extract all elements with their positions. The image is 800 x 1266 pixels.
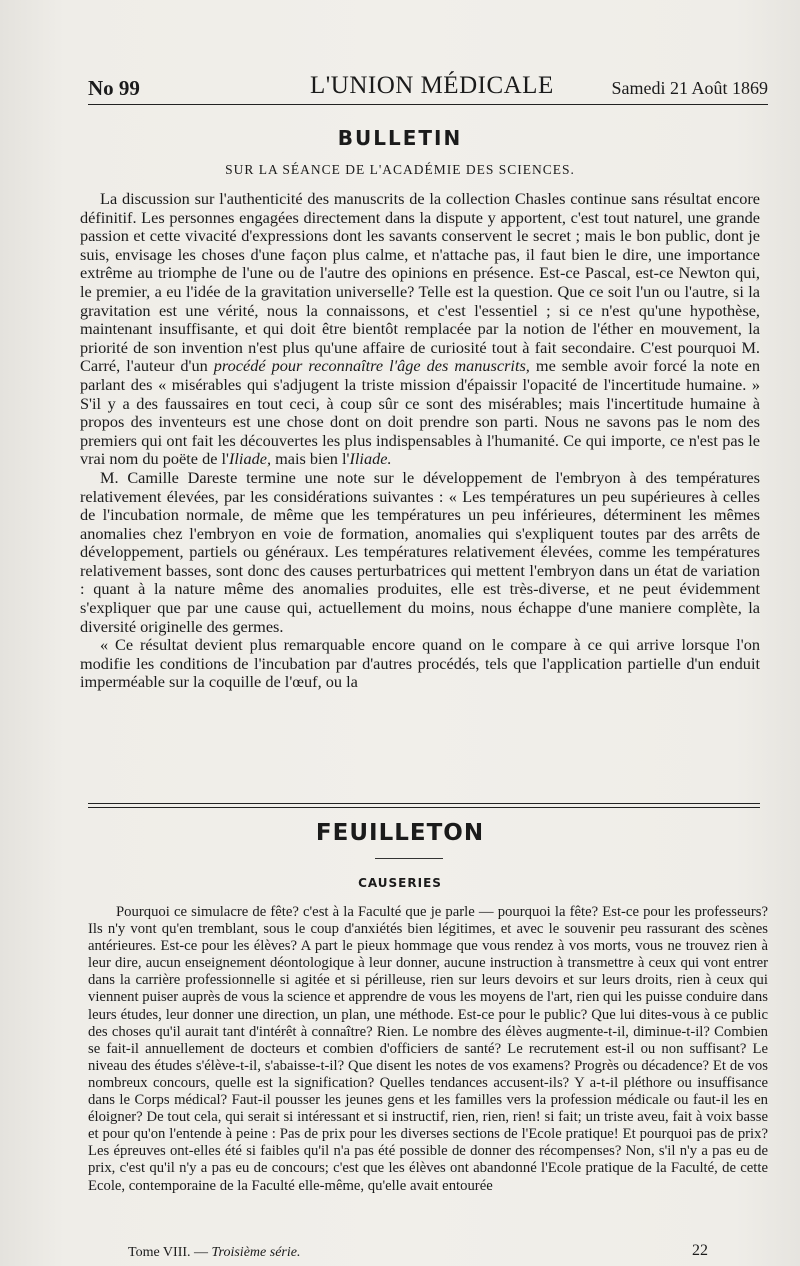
- feuilleton-subheading: CAUSERIES: [358, 876, 442, 890]
- page-number: 22: [692, 1242, 708, 1259]
- bulletin-paragraph-2: M. Camille Dareste termine une note sur le développement de l'embryon à des températures relativement élevées, par les considérations suivantes : « Les températures un peu supérieures à celles de l'incubation normale, de même que les températures un peu inférieures, déterminent les mêmes anomalies chez l'embryon en voie de formation, anomalies qui s'expliquent toutes par des arrêts de développement, partiels ou généraux. Les températures relativement élevées, comme les températures relativement basses, sont donc des causes perturbatrices qui mettent l'embryon dans un état de variation : quant à la nature même des anomalies produites, elle est très-diverse, et ne peut évidemment s'expliquer que par une cause qui, actuellement du moins, nous échappe d'une maniere complète, la diversité originelle des germes.: [80, 467, 760, 636]
- bulletin-p1-emphasis-2: Iliade,: [228, 449, 272, 469]
- bulletin-paragraph-1: [80, 190, 760, 469]
- bulletin-article: [80, 190, 760, 692]
- volume-info: [128, 1245, 300, 1261]
- feuilleton-article: [88, 904, 768, 1195]
- journal-title: L'UNION MÉDICALE: [310, 72, 554, 99]
- bulletin-p1-text-a: La discussion sur l'authenticité des manuscrits de la collection Chasles continue sans résultat encore définitif. Les personnes engagées directement dans la dispute y apportent, c'est tout naturel, une grande passion et cette vivacité d'expressions dont les savants conservent le secret ; mais le bon public, dont je suis, envisage les choses d'une façon plus calme, et n'attache pas, il faut bien le dire, une importance extrême au triomphe de l'une ou de l'autre des opinions en présence. Est-ce Pascal, est-ce Newton qui, le premier, a eu l'idée de la gravitation universelle? Telle est la question. Que ce soit l'un ou l'autre, si la gravitation est une vérité, nous la connaissons, et c'est l'essentiel ; si ce n'est qu'une hypothèse, maintenant insuffisante, et qui doit être bientôt remplacée par la notion de l'éther en mouvement, la priorité de son invention n'est plus qu'une affaire de curiosité tout à fait secondaire. C'est pourquoi M. Carré, l'auteur d'un: [80, 189, 760, 376]
- bulletin-p1-text-c: mais bien l': [271, 449, 350, 469]
- bulletin-p1-emphasis-3: Iliade.: [349, 449, 392, 469]
- feuilleton-heading: FEUILLETON: [315, 820, 485, 846]
- issue-number: No 99: [88, 76, 140, 100]
- bulletin-subheading: SUR LA SÉANCE DE L'ACADÉMIE DES SCIENCES.: [225, 162, 575, 177]
- volume-label: Tome VIII. —: [128, 1245, 212, 1260]
- bulletin-heading: BULLETIN: [337, 126, 463, 150]
- bulletin-paragraph-3: « Ce résultat devient plus remarquable encore quand on le compare à ce qui arrive lorsque l'on modifie les conditions de l'incubation par d'autres procédés, tels que l'application partielle d'un enduit imperméable sur la coquille de l'œuf, ou la: [80, 635, 760, 692]
- issue-date: Samedi 21 Août 1869: [611, 78, 768, 98]
- feuilleton-rule: [375, 858, 443, 859]
- page-header: [88, 70, 768, 105]
- series-label: Troisième série.: [211, 1245, 301, 1260]
- bulletin-p1-emphasis-1: procédé pour reconnaître l'âge des manuscrits,: [213, 356, 530, 376]
- section-divider: [88, 803, 760, 808]
- bulletin-p1-text-b: me semble avoir forcé la note en parlant des « misérables qui s'adjugent la triste mission d'épaissir l'opacité de l'incertitude humaine. » S'il y a des faussaires en tout ceci, à coup sûr ce sont des misérables; mais l'incertitude humaine à propos des inventeurs est une chose dont on doit prendre son parti. Nous ne savons pas le nom des premiers qui ont fait les découvertes les plus indispensables à l'humanité. Ce qui importe, ce n'est pas le vrai nom du poëte de l': [80, 356, 760, 469]
- feuilleton-paragraph: Pourquoi ce simulacre de fête? c'est à la Faculté que je parle — pourquoi la fête? Est-ce pour les professeurs? Ils n'y vont qu'en tremblant, sous le coup d'anxiétés bien légitimes, et avec le souvenir peu rassurant des scènes antérieures. Est-ce pour les élèves? A part le pieux hommage que vous rendez à vos morts, vous ne trouvez rien à leur dire, aucun enseignement déontologique à leur donner, aucune instruction à transmettre à ceux qui vont entrer dans la carrière professionnelle si agitée et si périlleuse, rien sur leurs devoirs et sur leurs droits, rien à ceux qui viennent puiser auprès de vous la science et apprendre de vous les moyens de l'art, rien qui les puisse conduire dans leurs études, leur donner une direction, un plan, une méthode. Est-ce pour le public? Que lui dites-vous à ce public des choses qu'il aurait tant d'intérêt à connaître? Rien. Le nombre des élèves augmente-t-il, diminue-t-il? Combien se fait-il annuellement de docteurs et combien d'officiers de santé? Le recrutement est-il ou non suffisant? Le niveau des études s'élève-t-il, s'abaisse-t-il? Que disent les notes de vos examens? Progrès ou décadence? Et de vos nombreux concours, quelle est la signification? Quelles tendances accusent-ils? Y a-t-il pléthore ou insuffisance dans le Corps médical? Faut-il pousser les jeunes gens et les familles vers la profession médicale ou faut-il les en éloigner? De tout cela, qui serait si intéressant et si instructif, rien, rien, rien! si fait; un triste aveu, fait à voix basse et pour qu'on l'entende à peine : Pas de prix pour les diverses sections de l'Ecole pratique! Et pourquoi pas de prix? Les épreuves ont-elles été si faibles qu'il n'a pas été possible de donner des récompenses? Non, s'il n'y a pas eu de prix, c'est qu'il n'y a pas eu de concours; c'est que les élèves ont abandonné l'Ecole pratique de la Faculté, de cette Ecole, contemporaine de la Faculté elle-même, qu'elle avait entourée: [88, 904, 768, 1194]
